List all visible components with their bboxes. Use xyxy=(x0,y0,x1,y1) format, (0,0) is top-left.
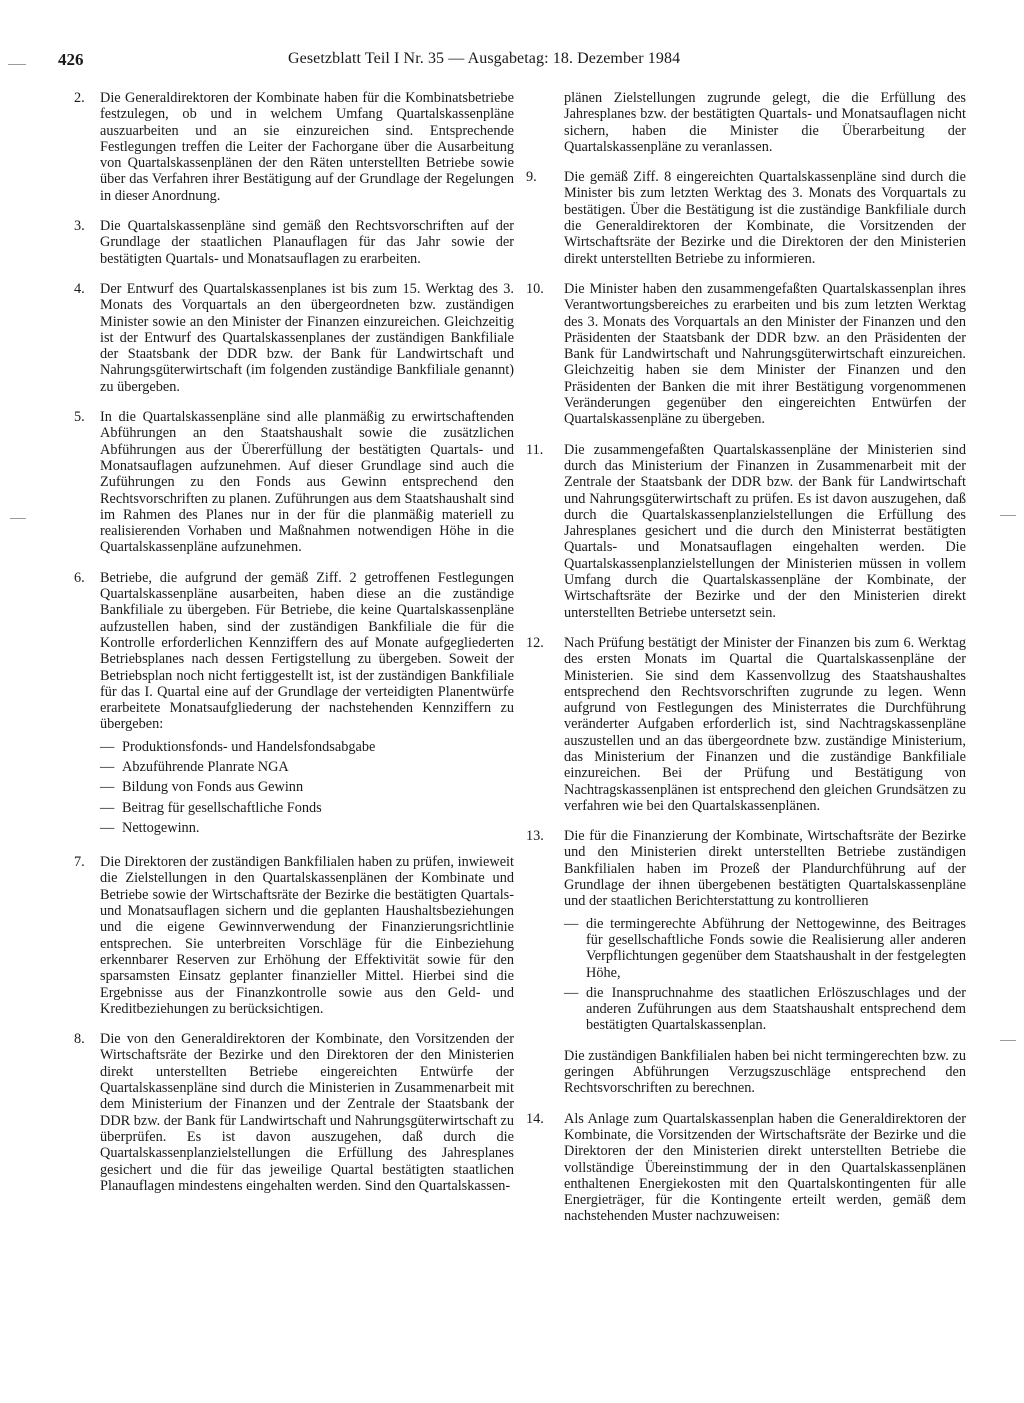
control-list xyxy=(564,916,966,1034)
list-item-text: die Inanspruchnahme des staatlichen Erlöszuschlages und der anderen Zuführungen aus dem Staatshaushalt entsprechend dem bestätigten Quartalskassenplan. xyxy=(586,984,966,1034)
paragraph-5 xyxy=(74,409,514,556)
paragraph-7 xyxy=(74,854,514,1017)
paragraph-text: Die für die Finanzierung der Kombinate, Wirtschaftsräte der Bezirke und den Ministerien direkt unterstellten Betriebe zuständigen Bankfilialen haben im Prozeß der Plandurchführung auf der Grundlage der ihnen übergebenen bestätigten Quartalskassenpläne und der staatlichen Berichterstattung zu kontrollieren xyxy=(564,828,966,910)
dash-bullet: — xyxy=(100,738,115,755)
list-item-text: Abzuführende Planrate NGA xyxy=(122,758,289,775)
dash-bullet: — xyxy=(100,819,115,836)
paragraph-text: Betriebe, die aufgrund der gemäß Ziff. 2 getroffenen Festlegungen Quartalskassenpläne ausarbeiten, haben diese an die zuständige Bankfiliale zu übergeben. Für Betriebe, die keine Quartalskassenpläne aufzustellen haben, sind der zuständigen Bankfiliale die für die Kontrolle erforderlichen Kennziffern des auf Monate aufgegliederten Betriebsplanes nach dessen Fertigstellung zu übergeben. Soweit der Betriebsplan noch nicht fertiggestellt ist, ist der zuständigen Bankfiliale für das I. Quartal eine auf der Grundlage der verteidigten Planentwürfe erarbeitete Monatsaufgliederung der nachstehenden Kennziffern zu übergeben: xyxy=(100,569,514,733)
paragraph-text: Als Anlage zum Quartalskassenplan haben die Generaldirektoren der Kombinate, die Vorsitzenden der Wirtschaftsräte der Bezirke und die Direktoren der den Ministerien direkt unterstellten Betriebe die vollständige Übereinstimmung der in den Quartalskassenplänen enthaltenen Energiekosten mit den Quartalskontingenten für alle Energieträger, für die Kontingente erteilt werden, gemäß dem nachstehenden Muster nachzuweisen: xyxy=(564,1110,966,1225)
paragraph-number: 13. xyxy=(526,828,544,845)
paragraph-number: 5. xyxy=(74,409,85,426)
dash-bullet: — xyxy=(100,779,115,796)
paragraph-14 xyxy=(526,1111,966,1225)
paragraph-number: 9. xyxy=(526,169,537,186)
list-item-text: Produktionsfonds- und Handelsfondsabgabe xyxy=(122,738,376,755)
paragraph-9 xyxy=(526,169,966,267)
paragraph-text: Die gemäß Ziff. 8 eingereichten Quartalskassenpläne sind durch die Minister bis zum letzten Werktag des 3. Monats des Vorquartals zu bestätigen. Über die Bestätigung ist die zuständige Bankfiliale durch die Generaldirektoren der Kombinate, die Vorsitzenden der Wirtschaftsräte der Bezirke und die Direktoren der den Ministerien direkt unterstellten Betriebe zu informieren. xyxy=(564,169,966,267)
paragraph-text: Die Generaldirektoren der Kombinate haben für die Kombinatsbetriebe festzulegen, ob und in welchem Umfang Quartalskassenpläne auszuarbeiten und an sie einzureichen sind. Entsprechende Festlegungen treffen die Leiter der Fachorgane über die Ausarbeitung von Quartalskassenplänen der den Räten unterstellten Betriebe sowie über das Verfahren ihrer Bestätigung auf der Grundlage der Regelungen in dieser Anordnung. xyxy=(100,90,514,204)
paragraph-number: 3. xyxy=(74,218,85,235)
paragraph-11 xyxy=(526,442,966,621)
paragraph-number: 4. xyxy=(74,280,85,297)
indicator-list xyxy=(100,739,514,836)
paragraph-text: Die zusammengefaßten Quartalskassenpläne der Ministerien sind durch das Ministerium der Finanzen in Zusammenarbeit mit der Zentrale der Staatsbank der DDR bzw. der Bank für Landwirtschaft und Nahrungsgüterwirtschaft zu prüfen. Es ist davon auszugehen, daß durch die Quartalskassenplanzielstellungen die Erfüllung des Jahresplanes gesichert und die durch den Ministerrat bestätigten Quartals- und Monatsauflagen eingehalten werden. Die Quartalskassenplanzielstellungen der Ministerien müssen in vollem Umfang durch die Quartalskassenpläne der Kombinate, der Wirtschaftsräte der Bezirke und der den Ministerien direkt unterstellten Betriebe untersetzt sein. xyxy=(564,441,966,621)
dash-bullet: — xyxy=(100,799,115,816)
paragraph-text: Der Entwurf des Quartalskassenplanes ist bis zum 15. Werktag des 3. Monats des Vorquartals an den übergeordneten bzw. zuständigen Minister sowie an den Minister der Finanzen einzureichen. Gleichzeitig ist der Entwurf des Quartalskassenplanes der zuständigen Bankfiliale der Staatsbank der DDR bzw. der Bank für Landwirtschaft und Nahrungsgüterwirtschaft (im folgenden zuständige Bankfiliale genannt) zu übergeben. xyxy=(100,280,514,395)
list-item xyxy=(100,820,514,836)
list-item-text: Beitrag für gesellschaftliche Fonds xyxy=(122,799,322,816)
paragraph-number: 11. xyxy=(526,441,544,458)
paragraph-text: Die zuständigen Bankfilialen haben bei nicht termingerechten bzw. zu geringen Abführungen Verzugszuschläge entsprechend den Rechtsvorschriften zu berechnen. xyxy=(564,1047,966,1097)
paragraph-text: Die Quartalskassenpläne sind gemäß den Rechtsvorschriften auf der Grundlage der staatlichen Planauflagen für das Jahr sowie der bestätigten Quartals- und Monatsauflagen zu erarbeiten. xyxy=(100,218,514,267)
list-item-text: Nettogewinn. xyxy=(122,819,200,836)
paragraph-number: 14. xyxy=(526,1110,544,1127)
paragraph-text: Nach Prüfung bestätigt der Minister der Finanzen bis zum 6. Werktag des ersten Monats im Quartal die Quartalskassenpläne der Ministerien. Sie sind dem Kassenvollzug des Staatshaushaltes entsprechend den Rechtsvorschriften zugrunde zu legen. Wenn aufgrund von Festlegungen des Ministerrates die Durchführung veränderter Aufgaben erforderlich ist, sind Nachtragskassenpläne auszustellen und an das übergeordnete bzw. zuständige Ministerium, das Ministerium der Finanzen und die zuständige Bankfiliale einzureichen. Bei der Prüfung und Bestätigung von Nachtragskassenplänen ist entsprechend den gleichen Grundsätzen zu verfahren wie bei den Quartalskassenplänen. xyxy=(564,634,966,814)
paragraph-text: Die Minister haben den zusammengefaßten Quartalskassenplan ihres Verantwortungsbereiches zu erarbeiten und bis zum letzten Werktag des 3. Monats des Vorquartals an den Minister der Finanzen und den Präsidenten der Staatsbank der DDR bzw. an den Präsidenten der Bank für Landwirtschaft und Nahrungsgüterwirtschaft einzureichen. Gleichzeitig haben sie dem Minister der Finanzen und den Präsidenten der Banken die mit ihrer Bestätigung vorgenommenen Veränderungen gegenüber den eingereichten Entwürfen der Quartalskassenpläne zu übergeben. xyxy=(564,280,966,428)
paragraph-8 xyxy=(74,1031,514,1194)
left-column xyxy=(74,90,514,1208)
margin-mark xyxy=(10,518,26,519)
paragraph-6 xyxy=(74,570,514,840)
list-item xyxy=(100,739,514,755)
paragraph-8-continuation: plänen Zielstellungen zugrunde gelegt, die die Erfüllung des Jahresplanes bzw. der bestätigten Quartals- und Monatsauflagen nicht sichern, haben die Minister die Überarbeitung der Quartalskassenpläne zu veranlassen. xyxy=(564,90,966,155)
paragraph-number: 8. xyxy=(74,1031,85,1048)
paragraph-body xyxy=(100,570,514,840)
paragraph-10 xyxy=(526,281,966,428)
paragraph-number: 6. xyxy=(74,569,85,586)
paragraph-text: Die von den Generaldirektoren der Kombinate, den Vorsitzenden der Wirtschaftsräte der Bezirke und den Direktoren der den Ministerien direkt unterstellten Betriebe eingereichten Entwürfe der Quartalskassenpläne sind durch die Ministerien in Zusammenarbeit mit dem Ministerium der Finanzen und der Zentrale der Staatsbank der DDR bzw. der Bank für Landwirtschaft und Nahrungsgüterwirtschaft zu überprüfen. Es ist davon auszugehen, daß durch die Quartalskassenplanzielstellungen die Erfüllung des Jahresplanes gesichert und die für das jeweilige Quartal bestätigten staatlichen Planauflagen mindestens eingehalten werden. Sind den Quartalskassen- xyxy=(100,1031,514,1194)
paragraph-text: In die Quartalskassenpläne sind alle planmäßig zu erwirtschaftenden Abführungen an den Staatshaushalt sowie die zusätzlichen Abführungen aus der Übererfüllung der bestätigten Quartals- und Monatsauflagen aufzunehmen. Auf dieser Grundlage sind auch die Zuführungen zu den Fonds aus Gewinn entsprechend den Rechtsvorschriften zu planen. Zuführungen aus dem Staatshaushalt sind im Rahmen des Planes nur in der für die planmäßig materiell zu realisierenden Vorhaben und Maßnahmen notwendigen Höhe in die Quartalskassenpläne aufzunehmen. xyxy=(100,409,514,556)
paragraph-number: 12. xyxy=(526,634,544,651)
list-item-text: die termingerechte Abführung der Nettogewinne, des Beitrages für gesellschaftliche Fonds sowie die Realisierung aller anderen Verpflichtungen gegenüber dem Staatshaushalt in der festgelegten Höhe, xyxy=(586,915,966,981)
paragraph-number: 2. xyxy=(74,90,85,106)
paragraph-13 xyxy=(526,828,966,1096)
dash-bullet: — xyxy=(564,984,579,1001)
list-item xyxy=(100,779,514,795)
margin-mark xyxy=(1000,515,1016,516)
paragraph-4 xyxy=(74,281,514,395)
paragraph-2 xyxy=(74,90,514,204)
list-item xyxy=(100,800,514,816)
paragraph-number: 10. xyxy=(526,280,544,297)
gazette-title: Gesetzblatt Teil I Nr. 35 — Ausgabetag: 18. Dezember 1984 xyxy=(288,50,681,67)
paragraph-body xyxy=(564,828,966,1096)
right-column xyxy=(526,90,966,1239)
dash-bullet: — xyxy=(564,915,579,932)
paragraph-12 xyxy=(526,635,966,814)
list-item xyxy=(564,916,966,981)
dash-bullet: — xyxy=(100,758,115,775)
list-item-text: Bildung von Fonds aus Gewinn xyxy=(122,779,304,796)
page-number: 426 xyxy=(58,50,84,69)
paragraph-text: Die Direktoren der zuständigen Bankfilialen haben zu prüfen, inwieweit die Zielstellungen in den Quartalskassenplänen der Kombinate und Betriebe sowie der Wirtschaftsräte der Bezirke die bestätigten Quartals- und Monatsauflagen sichern und die geplanten Haushaltsbeziehungen und die eigene Gewinnverwendung der Finanzierungsrichtlinie entsprechen. Sie unterbreiten Vorschläge für die Einbeziehung erkennbarer Reserven zur Erhöhung der Effektivität sowie für den sparsamsten Einsatz geplanter finanzieller Mittel. Hierbei sind die Ergebnisse aus der Finanzkontrolle sowie aus den Geld- und Kreditbeziehungen zu berücksichtigen. xyxy=(100,854,514,1017)
margin-mark xyxy=(8,64,26,65)
list-item xyxy=(564,985,966,1034)
paragraph-number: 7. xyxy=(74,854,85,871)
page-header xyxy=(58,50,970,72)
paragraph-3 xyxy=(74,218,514,267)
list-item xyxy=(100,759,514,775)
margin-mark xyxy=(1000,1040,1016,1041)
